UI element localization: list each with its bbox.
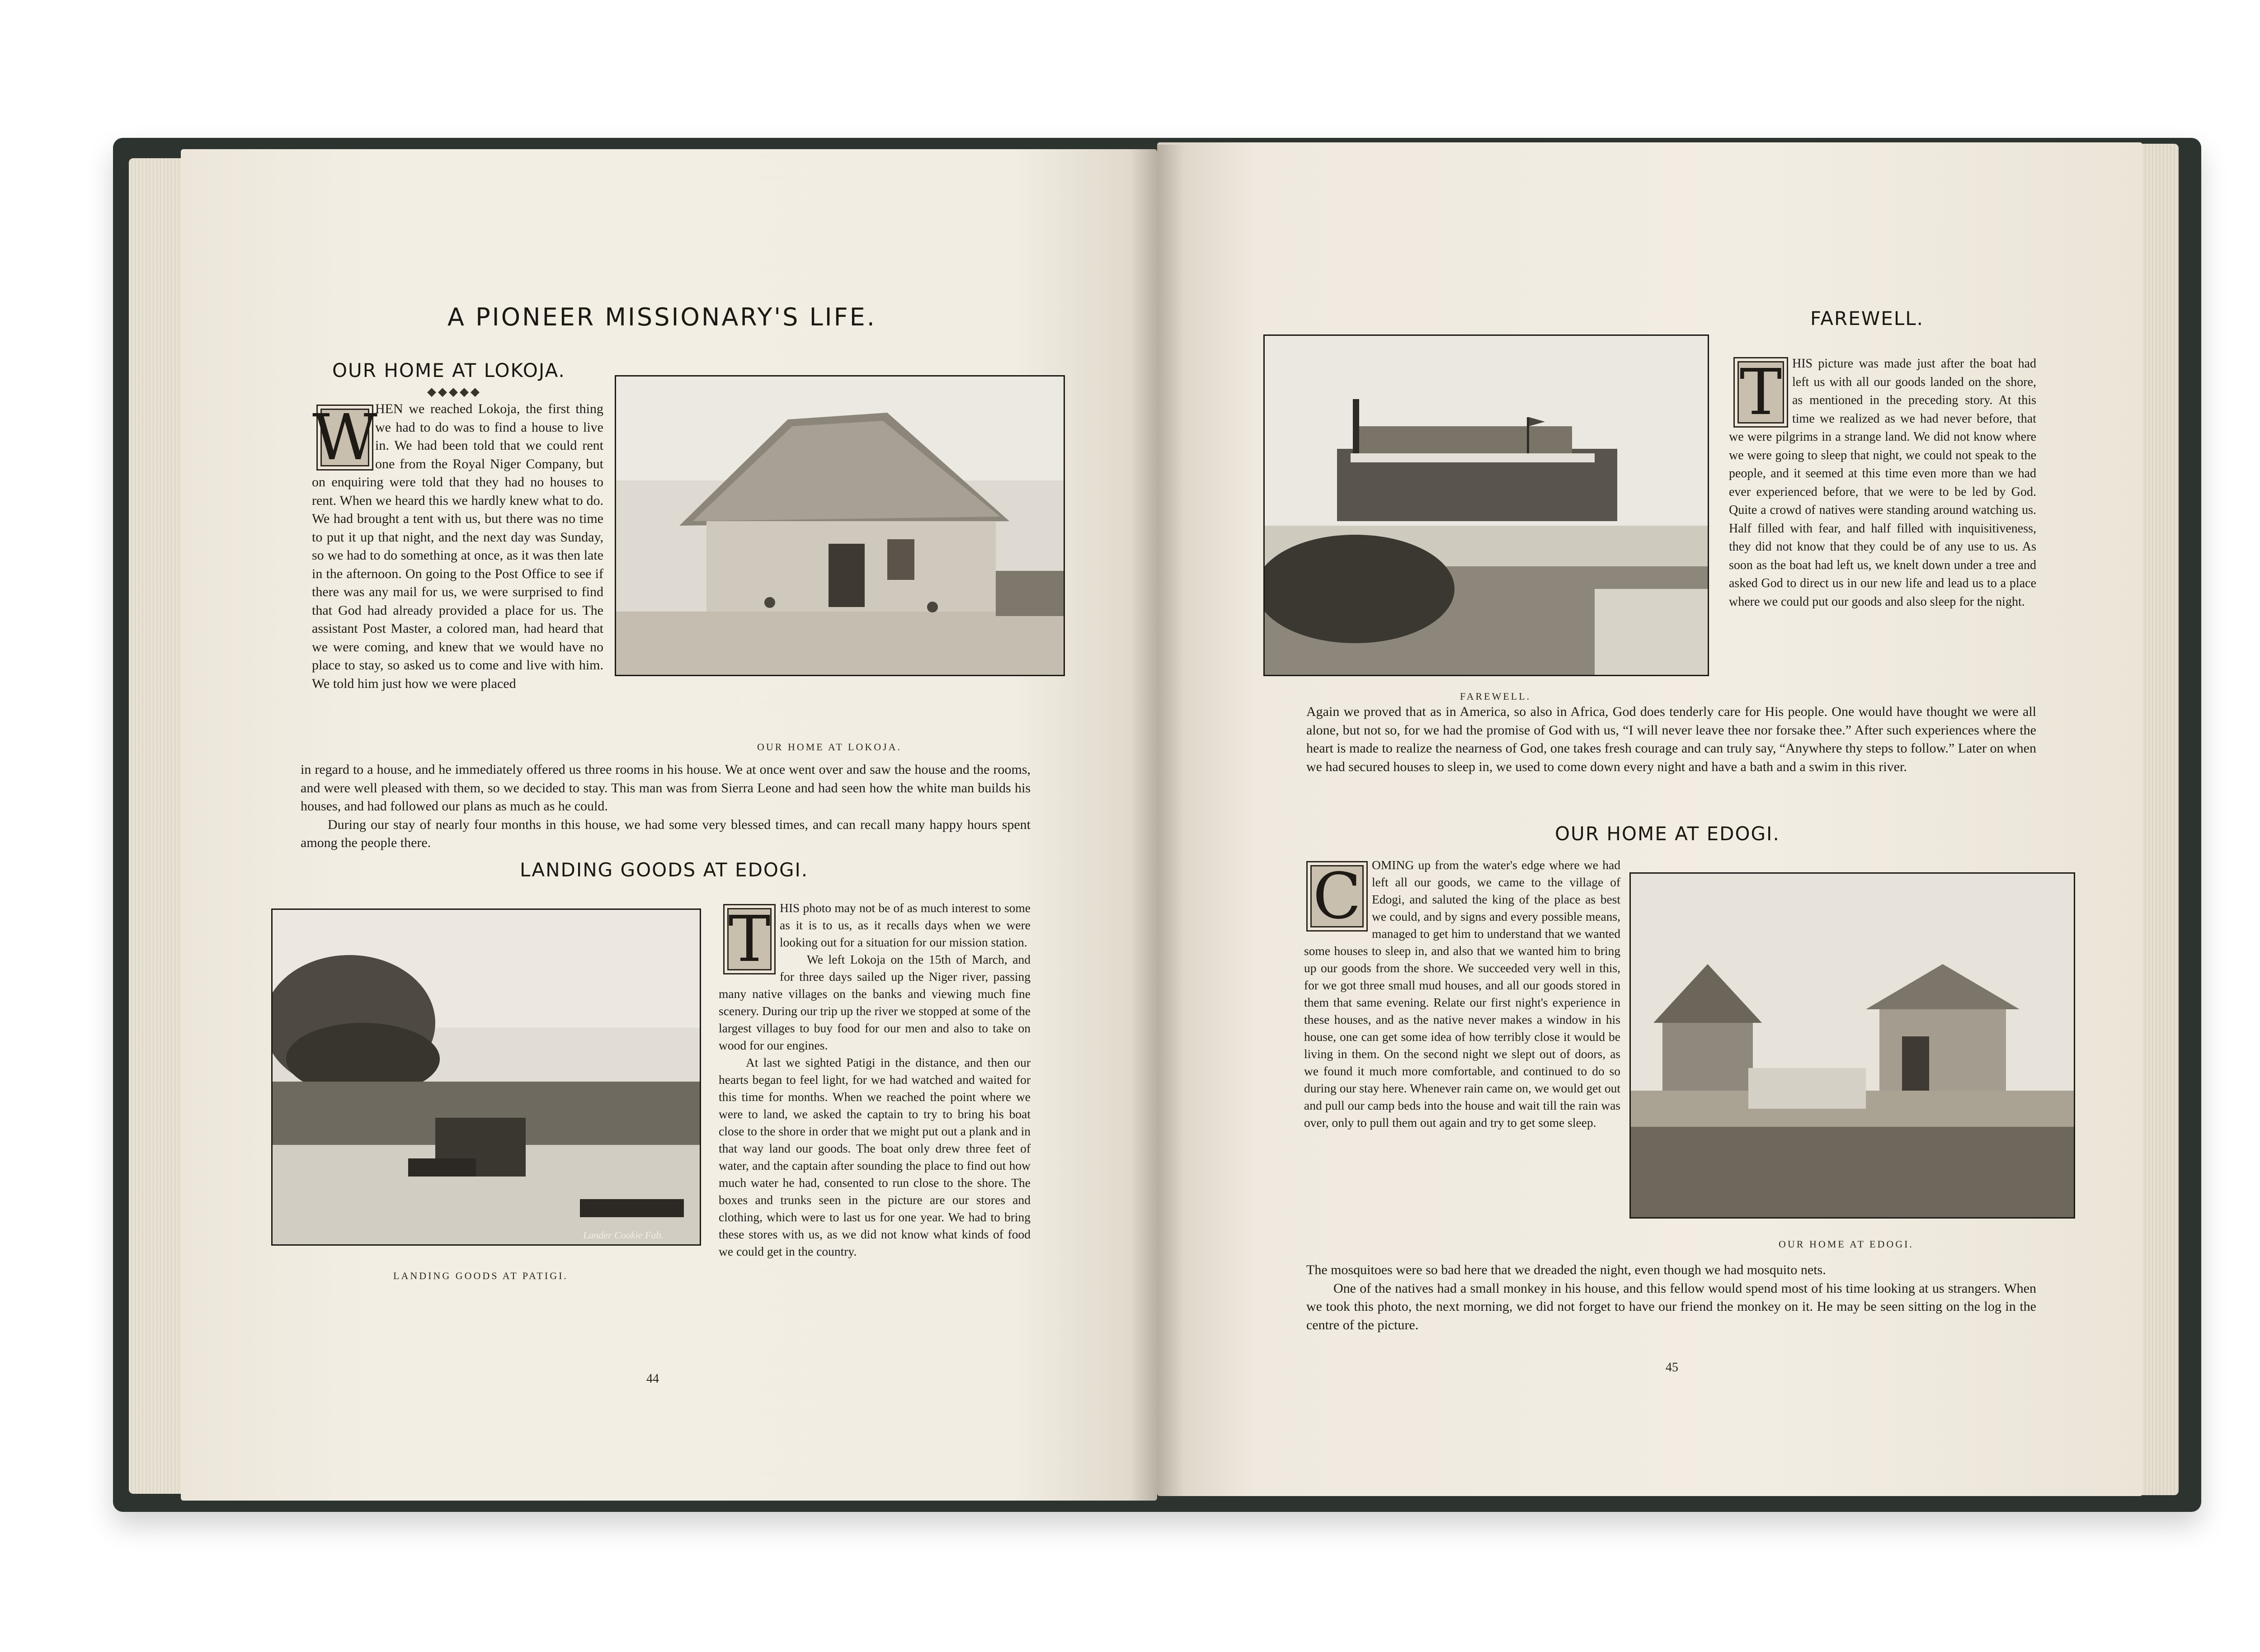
photo-edogi-illustration <box>1631 874 2074 1217</box>
edogi-full-text <box>1306 1261 2036 1334</box>
photo-studio-mark: Lander Cookie Fab. <box>583 1229 664 1241</box>
book-gutter <box>1130 145 1184 1501</box>
landing-intro: HIS photo may not be of as much interest to some as it is to us, as it recalls days when we were looking out for a situation for our mission station. <box>780 901 1031 949</box>
dropcap-t-farewell: T <box>1733 357 1788 428</box>
landing-paragraph-2: We left Lokoja on the 15th of March, and for three days sailed up the Niger river, passing many native villages on the banks and viewing much fine scenery. During our trip up the river we stopped at some of the largest villages to buy food for our men and also to take on wood for our engines. <box>719 952 1031 1052</box>
landing-column-text <box>719 899 1031 1260</box>
photo-lokoja-house <box>615 375 1065 676</box>
photo-lokoja-illustration <box>616 377 1064 675</box>
photo-edogi-huts <box>1629 872 2075 1219</box>
caption-edogi: OUR HOME AT EDOGI. <box>1779 1238 1914 1250</box>
dropcap-w: W <box>312 400 377 475</box>
caption-lokoja: OUR HOME AT LOKOJA. <box>757 741 902 753</box>
edogi-column-text: OMING up from the water's edge where we had left all our goods, we came to the village of Edogi, and saluted the king of the place as best we could, and by signs and every possible means, managed to get him to understand that we wanted some houses to sleep in, and also that we wanted him to bring up our goods from the shore. We succeeded very well in this, for we got three small mud houses, and all our goods stored in them that same evening. Relate our first night's experience in these houses, and as the native never makes a window in his house, one can get some idea of how terribly close it would be living in them. On the second night we slept out of doors, as we found it much more comfortable, and continued to do so during our stay here. Whenever rain came on, we would get out and pull our camp beds into the house and wait till the rain was over, only to pull them out again and try to get some sleep. <box>1304 858 1620 1130</box>
farewell-full-text: Again we proved that as in America, so also in Africa, God does tenderly care for His people. One would have thought we were all alone, but not so, for we had the promise of God with us, “I will never leave thee nor forsake thee.” After such experiences where the heart is made to realize the nearness of God, one takes fresh courage and can truly say, “Anywhere thy steps to follow.” Later on when we had secured houses to sleep in, we used to come down every night and have a bath and a swim in this river. <box>1306 704 2036 774</box>
lokoja-paragraph-2: During our stay of nearly four months in this house, we had some very blessed times, and can recall many happy hours spent among the people there. <box>301 817 1031 850</box>
page-number-left: 44 <box>646 1372 659 1386</box>
lokoja-full-text <box>301 761 1031 852</box>
photo-landing-illustration <box>273 910 700 1244</box>
photo-farewell-illustration <box>1265 336 1708 675</box>
ornament-divider: ◆◆◆◆◆ <box>427 385 481 398</box>
farewell-column-text: HIS picture was made just after the boat had left us with all our goods landed on the shore, as mentioned in the preceding story. At this time we realized as we had never before, that we were pilgrims in a strange land. We did not know where we were going to sleep that night, we could not speak to the people, and it seemed at this time even more than we had ever experienced before, that we were to be led by God. Quite a crowd of natives were standing around watching us. Half filled with fear, and half filled with inquisitiveness, they did not know that they could be of any use to us. As soon as the boat had left us, we knelt down under a tree and asked God to direct us in our new life and lead us to a place where we could put our goods and also sleep for the night. <box>1729 357 2036 609</box>
caption-farewell: FAREWELL. <box>1460 691 1531 702</box>
lokoja-paragraph-1: in regard to a house, and he immediately offered us three rooms in his house. We at once went over and saw the house and the rooms, and were well pleased with them, so we decided to stay. This man was from Sierra Leone and had seen how the white man builds his houses, and had followed our plans as much as he could. <box>301 762 1031 814</box>
lokoja-column-text: HEN we reached Lokoja, the first thing we had to do was to find a house to live in. We had been told that we could rent one from the Royal Niger Company, but on enquiring were told that they had no houses to rent. When we heard this we hardly knew what to do. We had brought a tent with us, but there was no time to put it up that night, and the next day was Sunday, so we had to do something at once, as it was then late in the afternoon. On going to the Post Office to see if there was any mail for us, we were surprised to find that God had already provided a place for us. The assistant Post Master, a colored man, had heard that we were coming, and knew that we would have no place to stay, so asked us to come and live with him. We told him just how we were placed <box>312 401 603 691</box>
caption-landing: LANDING GOODS AT PATIGI. <box>393 1270 568 1281</box>
photo-farewell <box>1263 334 1709 676</box>
dropcap-t-landing: T <box>723 904 776 974</box>
page-number-right: 45 <box>1666 1360 1678 1374</box>
page-title: A PIONEER MISSIONARY'S LIFE. <box>447 303 876 331</box>
section-heading-landing: LANDING GOODS AT EDOGI. <box>520 859 809 881</box>
section-heading-edogi: OUR HOME AT EDOGI. <box>1555 823 1780 845</box>
section-heading-farewell: FAREWELL. <box>1810 307 1924 329</box>
dropcap-c: C <box>1306 861 1368 932</box>
photo-landing-goods <box>271 908 701 1246</box>
landing-paragraph-3: At last we sighted Patigi in the distance, and then our hearts began to feel light, for we had watched and waited for this time for months. When we reached the point where we were to land, we asked the captain to try to bring his boat close to the shore in order that we might put out a plank and in that way land our goods. The boat only drew three feet of water, and the captain after sounding the place to find out how much water he had, consented to run close to the shore. The boxes and trunks seen in the picture are our stores and clothing, which were to last us for one year. We had to bring these stores with us, as we did not know what kinds of food we could get in the country. <box>719 1055 1031 1258</box>
section-heading-lokoja: OUR HOME AT LOKOJA. <box>332 359 565 381</box>
edogi-paragraph-2: One of the natives had a small monkey in his house, and this fellow would spend most of his time looking at us strangers. When we took this photo, the next morning, we did not forget to have our friend the monkey on it. He may be seen sitting on the log in the centre of the picture. <box>1306 1280 2036 1332</box>
edogi-paragraph-1: The mosquitoes were so bad here that we dreaded the night, even though we had mosquito nets. <box>1306 1262 1826 1277</box>
